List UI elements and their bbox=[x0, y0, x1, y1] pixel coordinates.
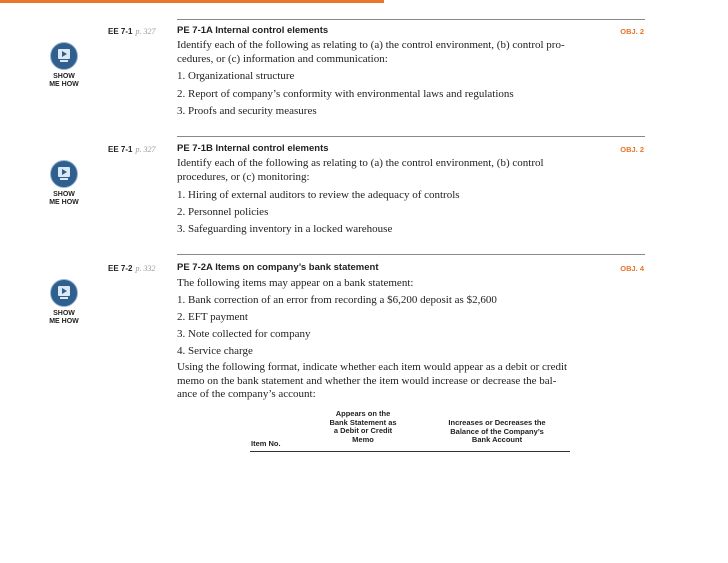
problem-title: PE 7-2A Items on company’s bank statement bbox=[177, 262, 379, 273]
play-video-icon bbox=[50, 279, 78, 307]
show-me-how-label: SHOW bbox=[53, 73, 75, 80]
problem-title: PE 7-1B Internal control elements bbox=[177, 143, 329, 154]
list-item: 3. Safeguarding inventory in a locked warehouse bbox=[177, 223, 393, 235]
objective-label: OBJ. 4 bbox=[620, 264, 644, 273]
show-me-how-label: SHOW bbox=[53, 310, 75, 317]
play-video-icon bbox=[50, 160, 78, 188]
play-video-icon bbox=[50, 42, 78, 70]
instructions-text: Using the following format, indicate whether each item would appear as a debit or credit memo on the bank statement and whether the item would increase or decrease the bal- ance of the company’s account: bbox=[177, 361, 568, 400]
example-exercise-ref[interactable]: EE 7-2 p. 332 bbox=[108, 264, 156, 273]
show-me-how-label: ME HOW bbox=[49, 318, 79, 325]
show-me-how-label: SHOW bbox=[53, 191, 75, 198]
show-me-how-label: ME HOW bbox=[49, 81, 79, 88]
section-divider bbox=[177, 254, 645, 255]
column-header-item-no: Item No. bbox=[251, 439, 281, 448]
example-exercise-ref[interactable]: EE 7-1 p. 327 bbox=[108, 145, 156, 154]
show-me-how-label: ME HOW bbox=[49, 199, 79, 206]
list-item: 4. Service charge bbox=[177, 345, 253, 357]
show-me-how-button[interactable] bbox=[42, 42, 86, 89]
top-accent-bar bbox=[0, 0, 384, 3]
list-item: 2. EFT payment bbox=[177, 311, 248, 323]
section-divider bbox=[177, 136, 645, 137]
problem-title: PE 7-1A Internal control elements bbox=[177, 25, 329, 36]
table-header-rule bbox=[250, 451, 570, 452]
list-item: 3. Note collected for company bbox=[177, 328, 311, 340]
column-header-memo: Appears on the Bank Statement as a Debit or Credit Memo bbox=[329, 409, 397, 444]
section-divider bbox=[177, 19, 645, 20]
list-item: 2. Personnel policies bbox=[177, 206, 269, 218]
show-me-how-button[interactable] bbox=[42, 160, 86, 207]
list-item: 1. Hiring of external auditors to review the adequacy of controls bbox=[177, 189, 460, 201]
list-item: 3. Proofs and security measures bbox=[177, 105, 317, 117]
list-item: 1. Organizational structure bbox=[177, 70, 295, 82]
problem-intro: Identify each of the following as relating to (a) the control environment, (b) control procedures, or (c) monitoring: bbox=[177, 157, 544, 183]
example-exercise-ref[interactable]: EE 7-1 p. 327 bbox=[108, 27, 156, 36]
list-item: 2. Report of company’s conformity with environmental laws and regulations bbox=[177, 88, 514, 100]
list-item: 1. Bank correction of an error from recording a $6,200 deposit as $2,600 bbox=[177, 294, 497, 306]
objective-label: OBJ. 2 bbox=[620, 27, 644, 36]
objective-label: OBJ. 2 bbox=[620, 145, 644, 154]
show-me-how-button[interactable] bbox=[42, 279, 86, 326]
problem-intro: Identify each of the following as relating to (a) the control environment, (b) control pro- cedures, or (c) information and communication: bbox=[177, 39, 565, 65]
problem-intro: The following items may appear on a bank statement: bbox=[177, 277, 414, 289]
column-header-balance-effect: Increases or Decreases the Balance of the Company’s Bank Account bbox=[448, 418, 546, 444]
